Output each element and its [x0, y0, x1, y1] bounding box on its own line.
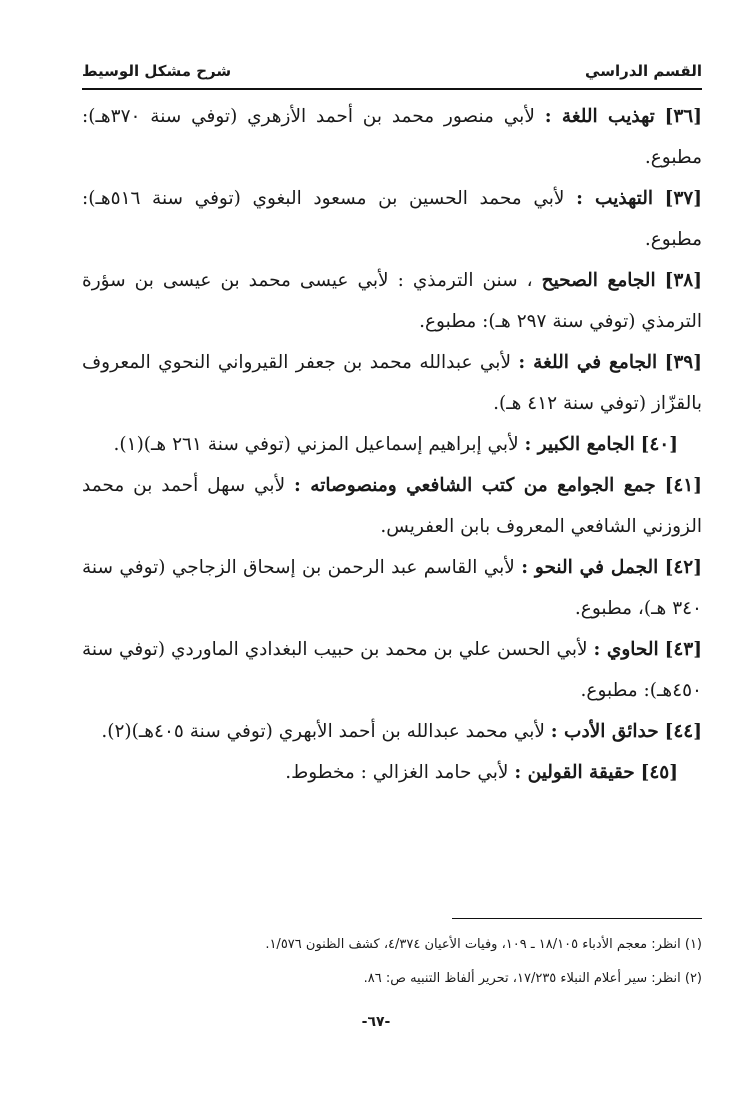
entry-text: لأبي محمد عبدالله بن أحمد الأبهري (توفي سنة ٤٠٥هـ)(٢). — [101, 721, 545, 742]
entry-number: [٣٦] — [664, 106, 702, 127]
entry-title: الجمل في النحو : — [521, 557, 659, 578]
entry-title: جمع الجوامع من كتب الشافعي ومنصوصاته : — [294, 475, 656, 496]
entry-text: لأبي منصور محمد بن أحمد الأزهري (توفي سنة ٣٧٠هـ): مطبوع. — [82, 106, 702, 168]
entry-number: [٤٥] — [640, 762, 678, 783]
entry-text: لأبي القاسم عبد الرحمن بن إسحاق الزجاجي (توفي سنة ٣٤٠ هـ)، مطبوع. — [82, 557, 702, 619]
footnote-1: (١) انظر: معجم الأدباء ١٨/١٠٥ ـ ١٠٩، وفيات الأعيان ٤/٣٧٤، كشف الظنون ١/٥٧٦. — [265, 937, 702, 952]
entry-45 — [82, 752, 702, 793]
entry-42 — [82, 547, 702, 629]
entry-title: الجامع الصحيح — [541, 270, 656, 291]
page-number: -٦٧- — [361, 1014, 391, 1030]
entry-39 — [82, 342, 702, 424]
entry-text: لأبي سهل أحمد بن محمد الزوزني الشافعي المعروف بابن العفريس. — [82, 475, 702, 537]
entry-title: الجامع الكبير : — [524, 434, 635, 455]
entry-text: لأبي إبراهيم إسماعيل المزني (توفي سنة ٢٦١ هـ)(١). — [113, 434, 519, 455]
header-section-title: القسم الدراسي — [585, 62, 702, 80]
entry-text: لأبي حامد الغزالي : مخطوط. — [285, 762, 509, 783]
entry-number: [٣٧] — [664, 188, 702, 209]
entry-title: الحاوي : — [593, 639, 659, 660]
entry-43 — [82, 629, 702, 711]
entry-40 — [82, 424, 702, 465]
entry-text: ، سنن الترمذي : لأبي عيسى محمد بن عيسى بن سؤرة الترمذي (توفي سنة ٢٩٧ هـ): مطبوع. — [82, 270, 702, 332]
footnote-2: (٢) انظر: سير أعلام النبلاء ١٧/٢٣٥، تحرير ألفاظ التنبيه ص: ٨٦. — [363, 971, 702, 986]
entry-number: [٣٨] — [664, 270, 702, 291]
bibliography-list — [82, 96, 702, 793]
entry-text: لأبي الحسن علي بن محمد بن حبيب البغدادي الماوردي (توفي سنة ٤٥٠هـ): مطبوع. — [82, 639, 702, 701]
footnotes — [82, 928, 702, 996]
entry-44 — [82, 711, 702, 752]
entry-number: [٤٠] — [640, 434, 678, 455]
entry-title: حدائق الأدب : — [550, 721, 659, 742]
entry-38 — [82, 260, 702, 342]
entry-number: [٤٣] — [664, 639, 702, 660]
running-header — [82, 56, 702, 86]
entry-title: تهذيب اللغة : — [544, 106, 655, 127]
entry-text: لأبي عبدالله محمد بن جعفر القيرواني النحوي المعروف بالقزّاز (توفي سنة ٤١٢ هـ). — [82, 352, 702, 414]
entry-41 — [82, 465, 702, 547]
entry-number: [٤٤] — [664, 721, 702, 742]
entry-title: التهذيب : — [576, 188, 653, 209]
entry-number: [٤٢] — [664, 557, 703, 578]
entry-36 — [82, 96, 702, 178]
header-rule — [82, 88, 702, 90]
entry-number: [٤١] — [664, 475, 703, 496]
entry-title: الجامع في اللغة : — [518, 352, 658, 373]
entry-text: لأبي محمد الحسين بن مسعود البغوي (توفي سنة ٥١٦هـ): مطبوع. — [82, 188, 702, 250]
footnote-rule — [452, 918, 702, 919]
entry-title: حقيقة القولين : — [514, 762, 635, 783]
header-book-title: شرح مشكل الوسيط — [82, 62, 232, 80]
entry-37 — [82, 178, 702, 260]
entry-number: [٣٩] — [664, 352, 702, 373]
